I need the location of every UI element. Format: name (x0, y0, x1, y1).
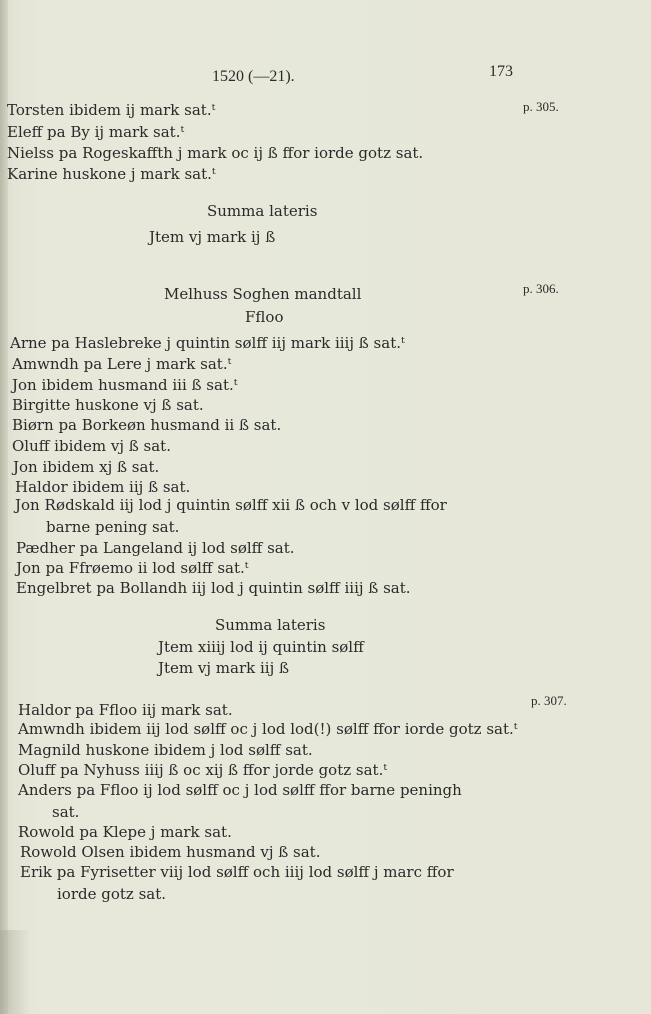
binding-shadow (0, 930, 30, 1014)
running-title: 1520 (—21). (212, 68, 295, 85)
entry-line: Amwndh pa Lere j mark sat.ᵗ (12, 355, 232, 373)
margin-note-p306: p. 306. (523, 281, 559, 296)
entry-line: Eleff pa By ij mark sat.ᵗ (7, 123, 185, 141)
summa-label: Summa lateris (215, 616, 326, 634)
entry-line: Biørn pa Borkeøn husmand ii ß sat. (12, 416, 282, 434)
entry-line: Pædher pa Langeland ij lod sølff sat. (16, 539, 295, 557)
section-heading: Melhuss Soghen mandtall (164, 285, 362, 303)
margin-note-p307: p. 307. (531, 693, 567, 708)
entry-line: Oluff ibidem vj ß sat. (12, 437, 171, 455)
margin-note-p305: p. 305. (523, 99, 559, 114)
summa-value: Jtem vj mark ij ß (149, 228, 276, 246)
entry-line: Nielss pa Rogeskaffth j mark oc ij ß ffor iorde gotz sat. (7, 144, 424, 162)
entry-line: Haldor ibidem iij ß sat. (15, 478, 191, 496)
entry-line: Jon Rødskald iij lod j quintin sølff xii ß och v lod sølff ffor (15, 496, 447, 514)
entry-line: Karine huskone j mark sat.ᵗ (7, 165, 216, 183)
entry-line-continuation: sat. (52, 803, 80, 821)
entry-line: Rowold Olsen ibidem husmand vj ß sat. (20, 843, 321, 861)
entry-line: Magnild huskone ibidem j lod sølff sat. (18, 741, 313, 759)
page-number: 173 (489, 63, 513, 80)
summa-value: Jtem xiiij lod ij quintin sølff (158, 638, 364, 656)
entry-line: Jon pa Ffrøemo ii lod sølff sat.ᵗ (16, 559, 249, 577)
entry-line: Erik pa Fyrisetter viij lod sølff och iiij lod sølff j marc ffor (20, 863, 454, 881)
entry-line-continuation: iorde gotz sat. (57, 885, 167, 903)
entry-line-continuation: barne pening sat. (46, 518, 180, 536)
entry-line: Amwndh ibidem iij lod sølff oc j lod lod(!) sølff ffor iorde gotz sat.ᵗ (18, 720, 518, 738)
entry-line: Arne pa Haslebreke j quintin sølff iij mark iiij ß sat.ᵗ (10, 334, 405, 352)
entry-line: Engelbret pa Bollandh iij lod j quintin sølff iiij ß sat. (16, 579, 411, 597)
entry-line: Birgitte huskone vj ß sat. (12, 396, 204, 414)
summa-value: Jtem vj mark iij ß (158, 659, 290, 677)
entry-line: Oluff pa Nyhuss iiij ß oc xij ß ffor jorde gotz sat.ᵗ (18, 761, 388, 779)
entry-line: Rowold pa Klepe j mark sat. (18, 823, 232, 841)
entry-line: Haldor pa Ffloo iij mark sat. (18, 701, 233, 719)
entry-line: Jon ibidem husmand iii ß sat.ᵗ (12, 376, 238, 394)
entry-line: Jon ibidem xj ß sat. (13, 458, 160, 476)
entry-line: Anders pa Ffloo ij lod sølff oc j lod sølff ffor barne peningh (18, 781, 462, 799)
section-subheading: Ffloo (245, 308, 284, 326)
summa-label: Summa lateris (207, 202, 318, 220)
entry-line: Torsten ibidem ij mark sat.ᵗ (7, 101, 216, 119)
